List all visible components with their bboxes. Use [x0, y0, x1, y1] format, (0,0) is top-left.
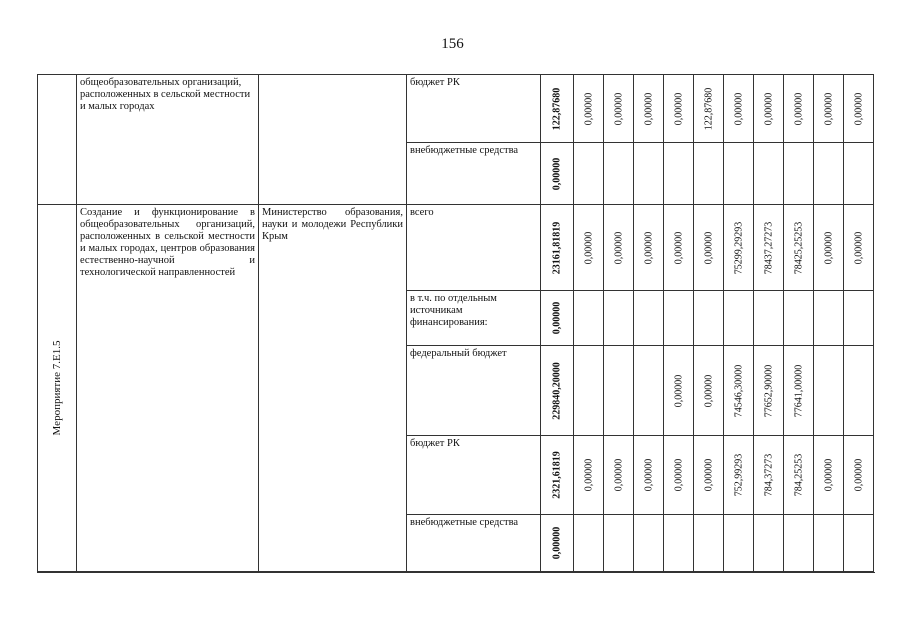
value-cell [664, 143, 694, 205]
value-text: 78425,25253 [793, 221, 804, 274]
value-text: 0,00000 [643, 458, 654, 492]
value-cell [574, 346, 604, 436]
value-cell [784, 75, 814, 143]
value-text: 0,00000 [613, 231, 624, 264]
value-text: 0,00000 [613, 458, 624, 492]
value-cell [784, 515, 814, 572]
table-bottom-border [37, 572, 875, 573]
value-cell [604, 515, 634, 572]
value-cell [784, 436, 814, 515]
value-cell [724, 205, 754, 291]
source-label: бюджет РК [410, 438, 460, 449]
value-cell [724, 75, 754, 143]
value-text: 0,00000 [853, 231, 864, 264]
value-cell [694, 205, 724, 291]
value-text: 0,00000 [793, 92, 804, 125]
value-text: 0,00000 [763, 92, 774, 125]
total-value: 23161,81819 [551, 221, 563, 274]
value-cell [574, 143, 604, 205]
value-cell [754, 346, 784, 436]
value-cell [724, 143, 754, 205]
value-cell [814, 436, 844, 515]
value-cell [604, 346, 634, 436]
total-value: 229840,20000 [551, 361, 563, 420]
value-cell [664, 75, 694, 143]
value-cell [724, 346, 754, 436]
value-cell [814, 346, 844, 436]
value-text: 78437,27273 [763, 221, 774, 274]
event-name-cell [77, 75, 259, 205]
value-text: 122,87680 [703, 87, 714, 130]
value-cell [664, 515, 694, 572]
value-cell [844, 515, 874, 572]
value-text: 0,00000 [673, 458, 684, 492]
value-cell [634, 291, 664, 346]
value-cell [694, 346, 724, 436]
total-value: 0,00000 [551, 157, 563, 190]
value-text: 0,00000 [733, 92, 744, 125]
source-cell [407, 75, 541, 143]
source-cell [407, 205, 541, 291]
value-cell [664, 205, 694, 291]
value-text: 0,00000 [823, 92, 834, 125]
value-cell [604, 436, 634, 515]
value-cell [694, 291, 724, 346]
value-cell [844, 143, 874, 205]
total-value: 0,00000 [551, 301, 563, 335]
value-cell [574, 436, 604, 515]
value-cell [754, 436, 784, 515]
event-name: общеобразовательных организаций, расположенных в сельской местности и малых городах [80, 77, 251, 112]
total-value: 2321,61819 [551, 451, 563, 499]
executor-name: Министерство образования, науки и молодежи Республики Крым [262, 207, 403, 242]
value-cell [814, 515, 844, 572]
value-cell [784, 143, 814, 205]
executor-cell [259, 205, 407, 572]
value-cell [574, 205, 604, 291]
value-cell [754, 143, 784, 205]
value-cell [754, 291, 784, 346]
event-label-cell [38, 75, 77, 205]
source-label: внебюджетные средства [410, 145, 519, 156]
total-cell [541, 143, 574, 205]
value-cell [754, 205, 784, 291]
executor-cell [259, 75, 407, 205]
value-text: 0,00000 [853, 92, 864, 125]
value-cell [694, 143, 724, 205]
value-cell [694, 515, 724, 572]
source-cell [407, 143, 541, 205]
value-cell [634, 346, 664, 436]
value-cell [634, 143, 664, 205]
value-cell [604, 143, 634, 205]
event-label-cell [38, 205, 77, 572]
event-name: Создание и функционирование в общеобразовательных организаций, расположенных в сельской местности и малых городах, центров образования естественно-научной и технологической направленностей [80, 207, 255, 278]
value-text: 0,00000 [643, 92, 654, 125]
value-cell [634, 75, 664, 143]
source-label: всего [410, 207, 434, 218]
source-cell [407, 436, 541, 515]
value-cell [814, 291, 844, 346]
value-cell [814, 143, 844, 205]
page-number: 156 [441, 36, 464, 52]
value-text: 75299,29293 [733, 221, 744, 274]
source-label: в т.ч. по отдельным источникам финансирования: [410, 293, 497, 328]
value-cell [784, 346, 814, 436]
value-cell [754, 75, 784, 143]
value-cell [844, 436, 874, 515]
total-value: 0,00000 [551, 526, 563, 560]
event-name-cell [77, 205, 259, 572]
value-text: 0,00000 [823, 231, 834, 264]
total-value: 122,87680 [551, 87, 563, 130]
table-row [38, 75, 874, 143]
value-cell [724, 436, 754, 515]
value-cell [664, 291, 694, 346]
value-cell [634, 205, 664, 291]
table-row [38, 205, 874, 291]
value-cell [844, 75, 874, 143]
value-cell [784, 205, 814, 291]
source-label: федеральный бюджет [410, 348, 507, 359]
value-text: 0,00000 [643, 231, 654, 264]
total-cell [541, 436, 574, 515]
value-cell [664, 436, 694, 515]
value-cell [844, 346, 874, 436]
value-cell [604, 75, 634, 143]
value-cell [844, 291, 874, 346]
value-text: 0,00000 [583, 231, 594, 264]
value-text: 77652,90000 [763, 364, 774, 417]
total-cell [541, 75, 574, 143]
value-text: 0,00000 [673, 231, 684, 264]
value-cell [754, 515, 784, 572]
value-text: 0,00000 [613, 92, 624, 125]
value-cell [784, 291, 814, 346]
table-body [38, 75, 874, 572]
value-cell [574, 75, 604, 143]
total-cell [541, 515, 574, 572]
source-cell [407, 291, 541, 346]
value-text: 0,00000 [673, 374, 684, 407]
value-text: 74546,30000 [733, 364, 744, 417]
value-cell [844, 205, 874, 291]
value-text: 0,00000 [823, 458, 834, 492]
value-text: 0,00000 [703, 231, 714, 264]
value-text: 0,00000 [703, 458, 714, 492]
value-cell [814, 75, 844, 143]
value-text: 0,00000 [583, 458, 594, 492]
value-cell [724, 515, 754, 572]
value-text: 784,37273 [763, 453, 774, 497]
event-label: Мероприятие 7.Е1.5 [51, 340, 63, 436]
value-cell [604, 291, 634, 346]
value-cell [724, 291, 754, 346]
value-text: 0,00000 [583, 92, 594, 125]
value-text: 0,00000 [703, 374, 714, 407]
source-cell [407, 346, 541, 436]
value-cell [574, 515, 604, 572]
value-cell [634, 436, 664, 515]
source-label: бюджет РК [410, 77, 460, 88]
value-text: 752,99293 [733, 453, 744, 497]
value-cell [664, 346, 694, 436]
source-cell [407, 515, 541, 572]
value-cell [634, 515, 664, 572]
source-label: внебюджетные средства [410, 517, 519, 528]
value-cell [814, 205, 844, 291]
value-text: 0,00000 [853, 458, 864, 492]
financing-table [37, 74, 874, 572]
value-cell [694, 75, 724, 143]
value-text: 0,00000 [673, 92, 684, 125]
value-text: 77641,00000 [793, 364, 804, 417]
value-cell [574, 291, 604, 346]
value-cell [604, 205, 634, 291]
value-text: 784,25253 [793, 453, 804, 497]
total-cell [541, 346, 574, 436]
value-cell [694, 436, 724, 515]
total-cell [541, 291, 574, 346]
total-cell [541, 205, 574, 291]
